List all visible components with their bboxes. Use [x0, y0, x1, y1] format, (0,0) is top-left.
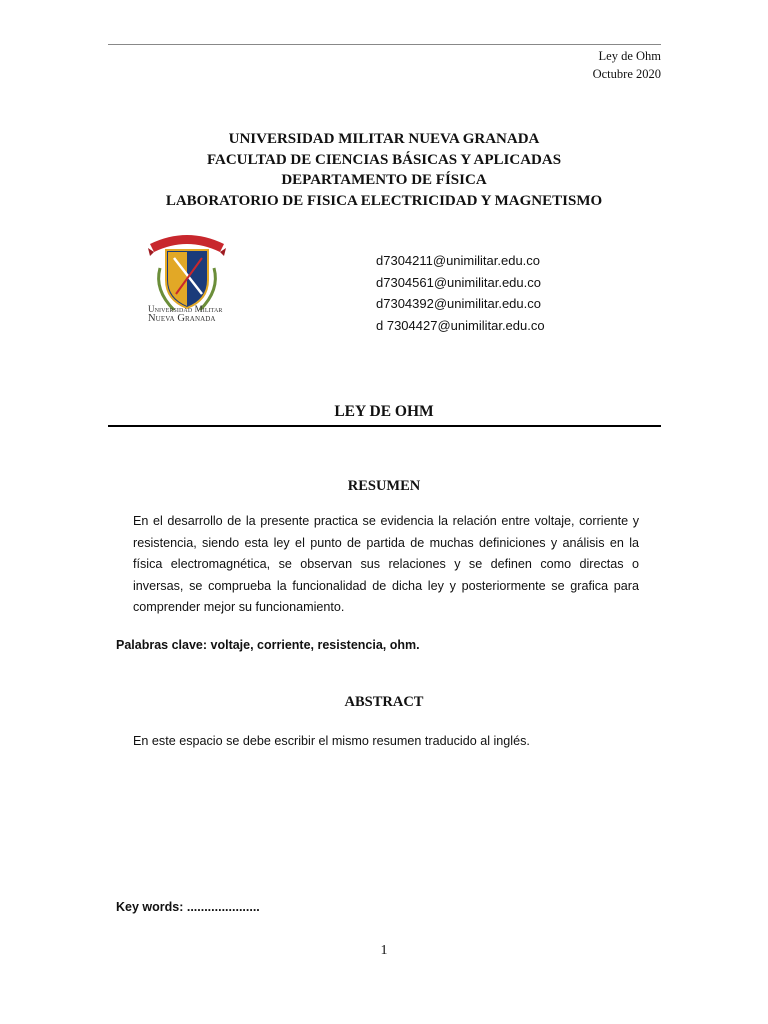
- header-rule: [108, 44, 661, 45]
- university-name: UNIVERSIDAD MILITAR NUEVA GRANADA: [228, 131, 540, 147]
- abstract-heading: ABSTRACT: [344, 694, 424, 710]
- title-rule: [108, 425, 661, 427]
- resumen-heading: RESUMEN: [347, 478, 421, 494]
- logo-wordmark: Universidad Militar Nueva Granada: [148, 304, 223, 324]
- email-4: d 7304427@unimilitar.edu.co: [376, 318, 545, 334]
- abstract-keywords: Key words: .....................: [116, 900, 260, 914]
- resumen-body: En el desarrollo de la presente practica se evidencia la relación entre voltaje, corriente y resistencia, siendo esta ley el punto de partida de muchas definiciones y análisis en la física electromagnética, se observan sus relaciones y se definen como directas o inversas, se comprueba la funcionalidad de dicha ley y posteriormente se grafica para comprender mejor su funcionamiento.: [133, 514, 639, 615]
- email-1: d7304211@unimilitar.edu.co: [376, 253, 541, 268]
- header-title: Ley de Ohm: [598, 49, 661, 63]
- email-3: d7304392@unimilitar.edu.co: [376, 296, 541, 312]
- resumen-keywords: Palabras clave: voltaje, corriente, resistencia, ohm.: [116, 638, 420, 652]
- document-title: LEY DE OHM: [334, 403, 434, 420]
- faculty-name: FACULTAD DE CIENCIAS BÁSICAS Y APLICADAS: [206, 151, 562, 168]
- laboratory-name: LABORATORIO DE FISICA ELECTRICIDAD Y MAGNETISMO: [165, 192, 603, 209]
- abstract-body: En este espacio se debe escribir el mismo resumen traducido al inglés.: [133, 734, 530, 748]
- department-name: DEPARTAMENTO DE FÍSICA: [281, 172, 487, 188]
- header-date: Octubre 2020: [592, 67, 661, 81]
- email-2: d7304561@unimilitar.edu.co: [376, 274, 541, 290]
- page-number: 1: [380, 943, 388, 958]
- author-emails: [376, 250, 545, 337]
- institution-block: [0, 129, 768, 211]
- running-header: [593, 47, 661, 83]
